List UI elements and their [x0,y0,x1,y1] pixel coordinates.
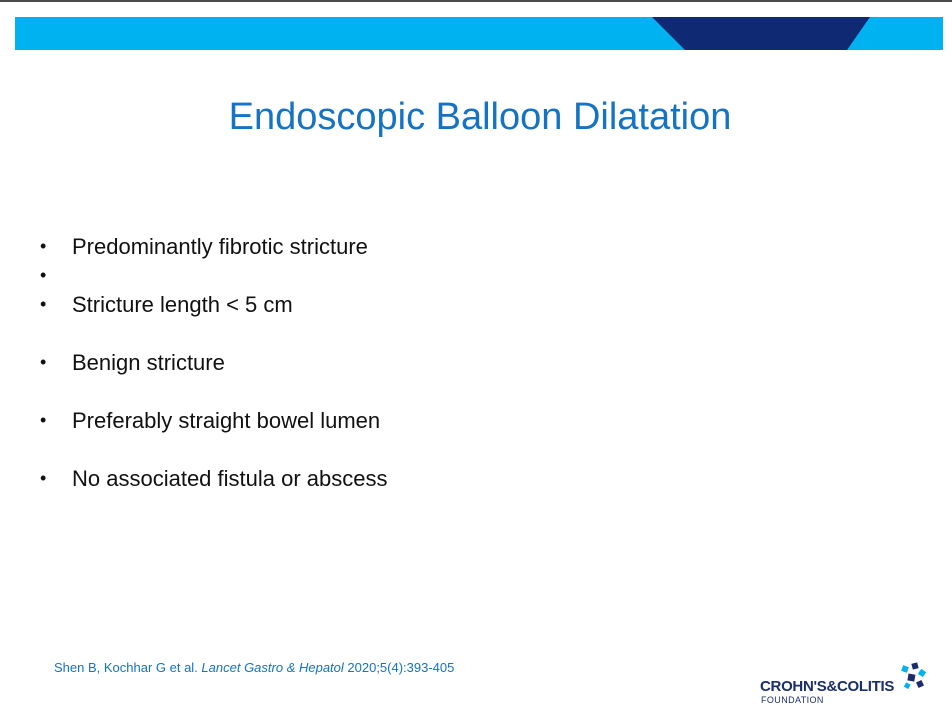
bullet-text: Stricture length < 5 cm [72,292,293,317]
bullet-dot: • [40,294,47,314]
citation [54,660,454,675]
citation-details: 2020;5(4):393-405 [343,660,455,675]
citation-journal: Lancet Gastro & Hepatol [201,660,344,675]
header-banner [15,17,943,50]
logo-sub: FOUNDATION [761,695,824,705]
bullet-text: Predominantly fibrotic stricture [72,234,368,259]
slide-title: Endoscopic Balloon Dilatation [228,96,732,138]
crohns-colitis-logo [760,660,930,710]
banner-dark-band [652,17,870,50]
bullet-text: No associated fistula or abscess [72,466,388,491]
bullet-dot: • [40,410,47,430]
logo-name: CROHN'S&COLITIS [760,678,895,695]
bullet-dot: • [40,468,47,488]
crohns-colitis-logo-mark-icon [900,662,928,692]
bullet-dot: • [40,265,47,285]
bullet-text: Benign stricture [72,350,225,375]
top-rule [0,0,952,2]
citation-authors: Shen B, Kochhar G et al. [54,660,202,675]
bullet-dot: • [40,352,47,372]
bullet-text: Preferably straight bowel lumen [72,408,381,433]
bullet-dot: • [40,236,47,256]
